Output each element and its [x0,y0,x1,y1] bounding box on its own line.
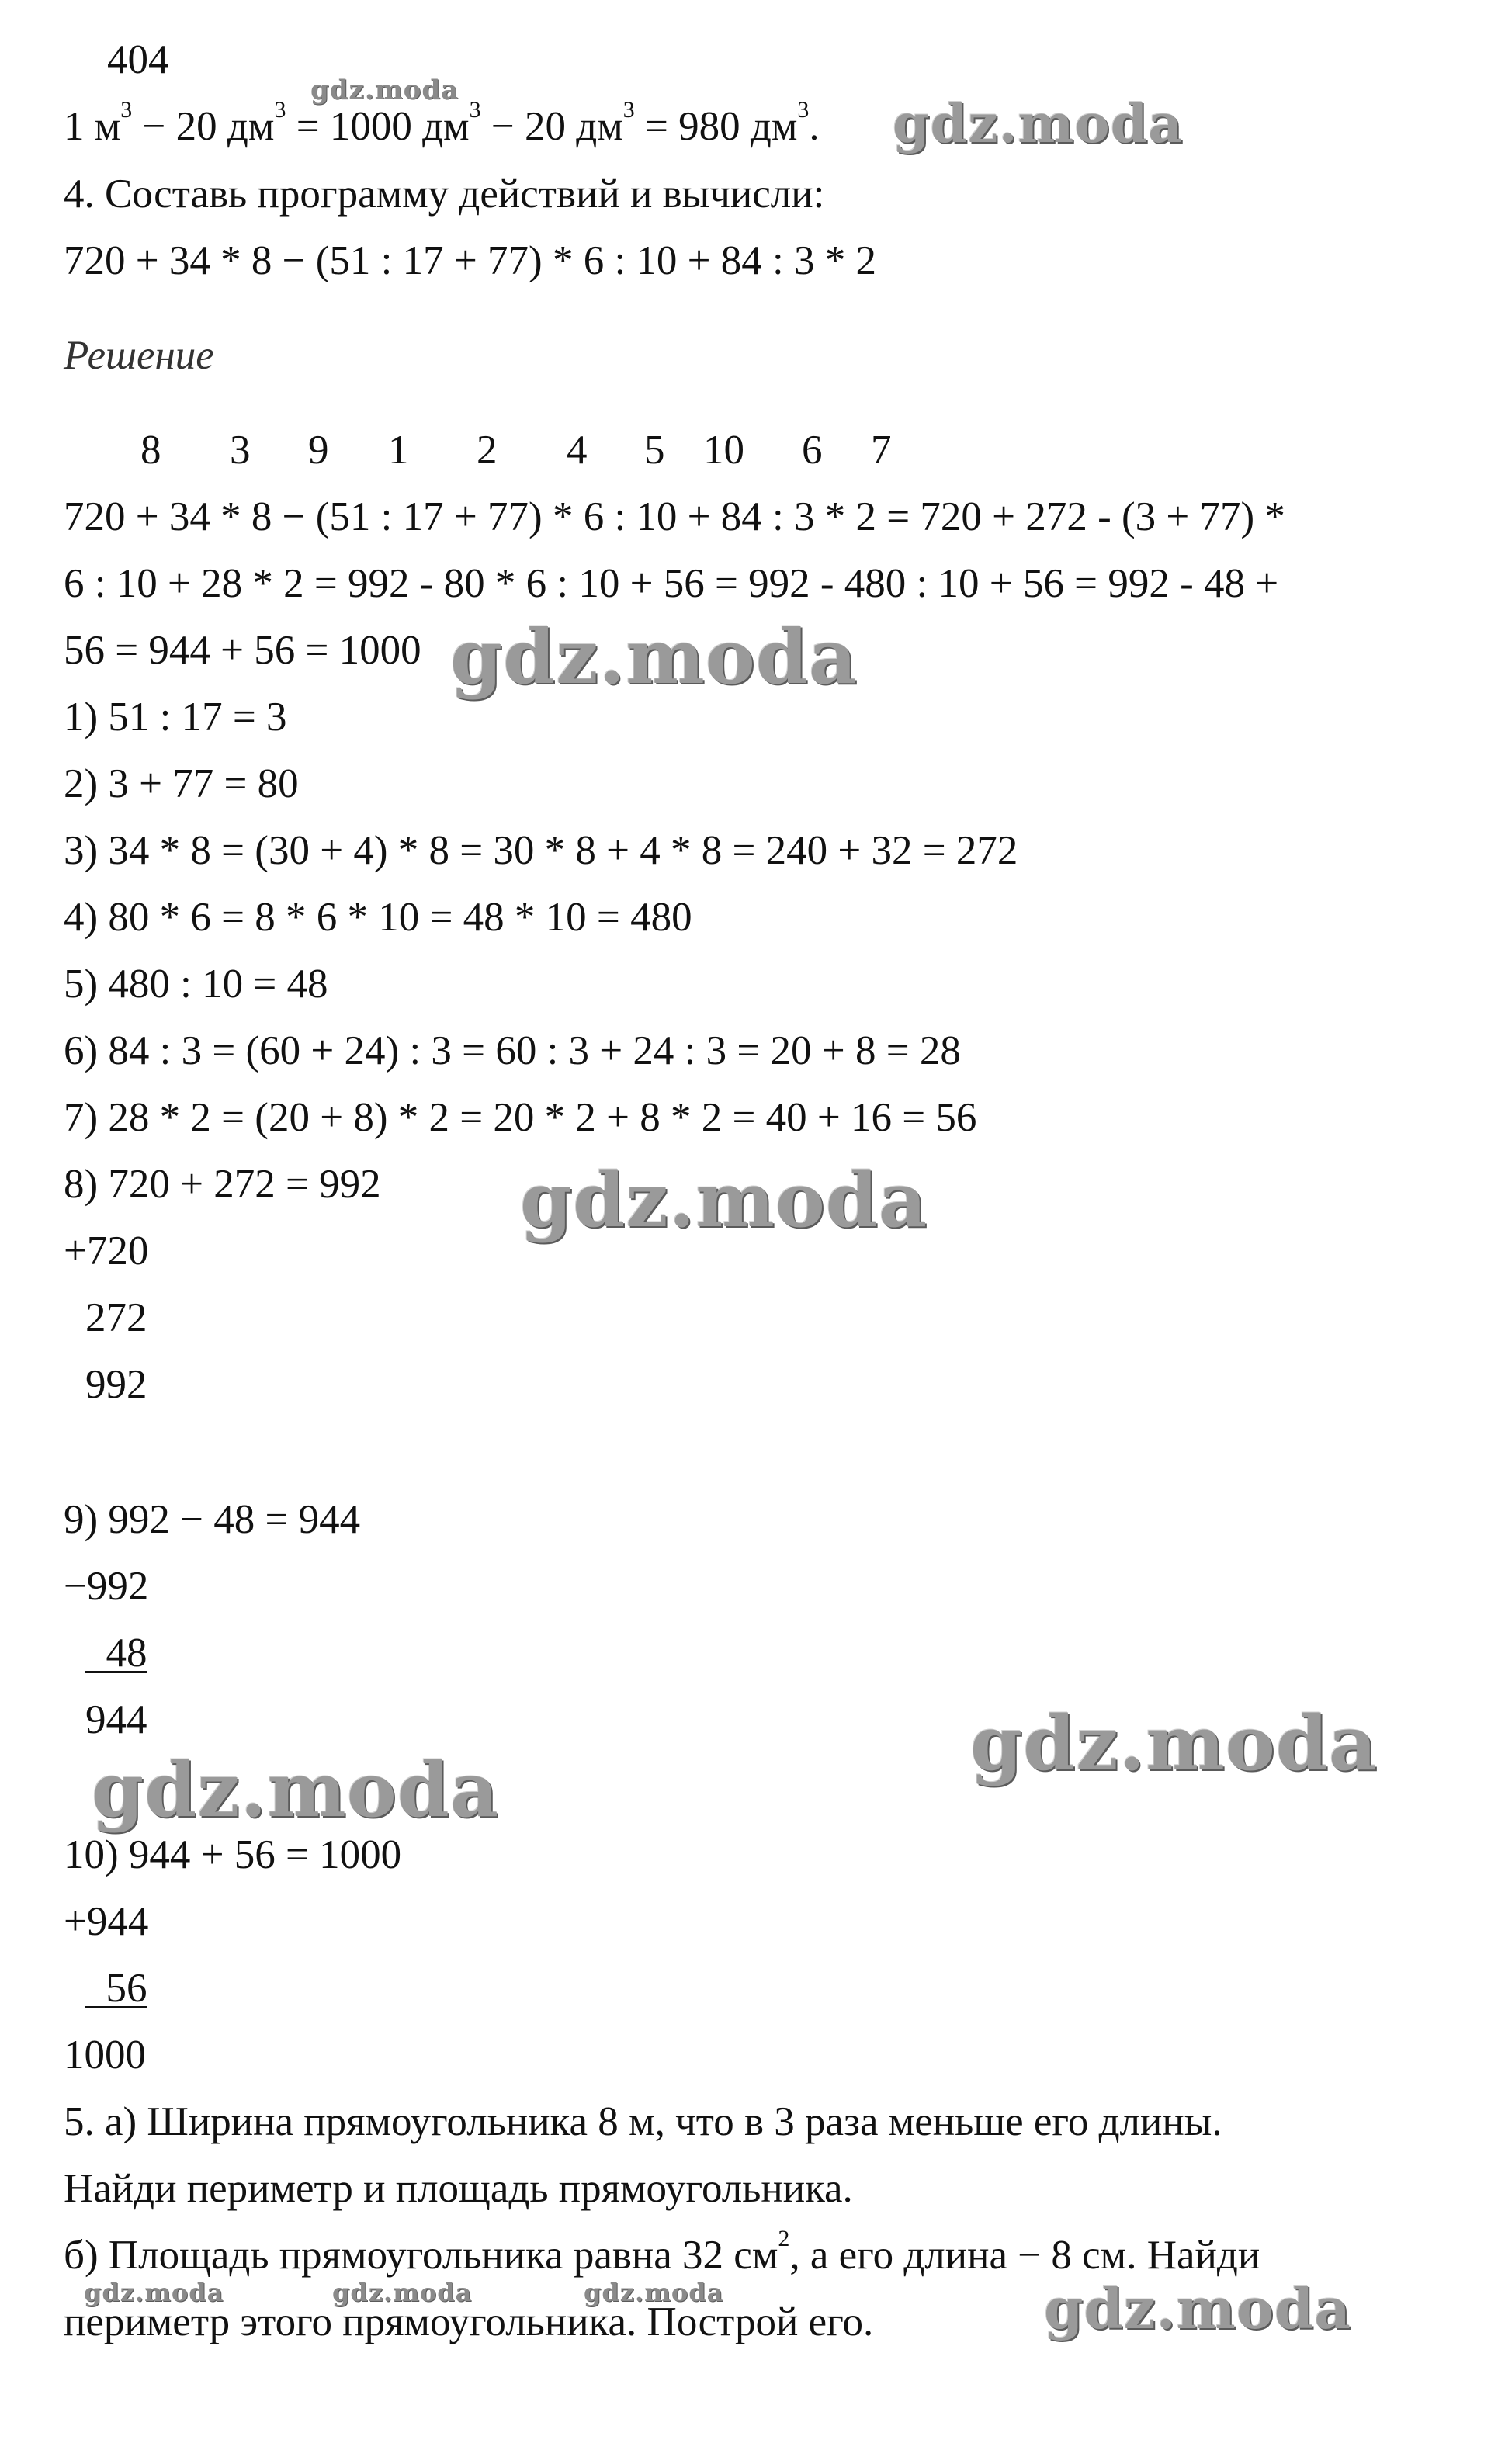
column10-operand-2: 56 [106,1966,147,2011]
column9-result: 944 [85,1697,147,1742]
column8-result: 992 [85,1362,147,1407]
watermark: gdz.moda [310,75,459,106]
order-number: 4 [567,428,588,473]
order-number: 9 [308,428,329,473]
step-2: 2) 3 + 77 = 80 [64,761,299,806]
column9-operand-2: 48 [106,1631,147,1676]
step-5: 5) 480 : 10 = 48 [64,962,328,1007]
order-number: 6 [802,428,823,473]
order-number: 7 [871,428,892,473]
column10-result: 1000 [64,2033,146,2078]
solution-line-1: 720 + 34 * 8 − (51 : 17 + 77) * 6 : 10 + 84 : 3 * 2 = 720 + 272 - (3 + 77) * [64,494,1285,539]
watermark: gdz.moda [520,1156,928,1244]
order-number: 1 [388,428,409,473]
order-number: 8 [140,428,161,473]
column9-operand-1: −992 [64,1564,149,1609]
watermark: gdz.moda [1044,2275,1351,2341]
solution-line-3: 56 = 944 + 56 = 1000 [64,628,421,673]
column10-operand-1: +944 [64,1899,149,1944]
task5-a-line-2: Найди периметр и площадь прямоугольника. [64,2166,853,2211]
watermark: gdz.moda [92,1746,500,1834]
step-9: 9) 992 − 48 = 944 [64,1497,361,1542]
task5-b-line-2: периметр этого прямоугольника. Построй его. [64,2299,874,2344]
order-number: 2 [477,428,498,473]
watermark: gdz.moda [893,93,1184,155]
column8-operand-2: 272 [85,1295,147,1340]
step-4: 4) 80 * 6 = 8 * 6 * 10 = 48 * 10 = 480 [64,895,692,940]
order-number: 5 [644,428,665,473]
task5-a-line-1: 5. а) Ширина прямоугольника 8 м, что в 3 раза меньше его длины. [64,2099,1222,2144]
task5-b-line-1: б) Площадь прямоугольника равна 32 $см^2$, а его длина − 8 см. Найди [64,2226,1260,2278]
order-number: 3 [230,428,251,473]
task4-heading: 4. Составь программу действий и вычисли: [64,172,825,217]
watermark: gdz.moda [332,2278,473,2307]
watermark: gdz.moda [450,613,858,701]
solution-label: Решение [64,333,214,378]
order-number: 10 [703,428,744,473]
task4-expression: 720 + 34 * 8 − (51 : 17 + 77) * 6 : 10 + 84 : 3 * 2 [64,238,877,283]
solution-line-2: 6 : 10 + 28 * 2 = 992 - 80 * 6 : 10 + 56 = 992 - 480 : 10 + 56 = 992 - 48 + [64,561,1279,606]
watermark: gdz.moda [970,1700,1378,1787]
watermark: gdz.moda [84,2278,224,2307]
step-7: 7) 28 * 2 = (20 + 8) * 2 = 20 * 2 + 8 * 2 = 40 + 16 = 56 [64,1095,977,1140]
watermark: gdz.moda [584,2278,724,2307]
step-10: 10) 944 + 56 = 1000 [64,1832,402,1877]
column8-operand-1: +720 [64,1229,149,1274]
step-8: 8) 720 + 272 = 992 [64,1162,381,1207]
step-1: 1) 51 : 17 = 3 [64,695,287,740]
step-6: 6) 84 : 3 = (60 + 24) : 3 = 60 : 3 + 24 : 3 = 20 + 8 = 28 [64,1028,961,1073]
page-number: 404 [107,37,169,82]
unit-conversion-line: 1 $м^3 - 20$ $дм^3 = 1000$ $дм^3 - 20$ $дм^3 = 980$ $дм^3$. [64,97,820,149]
step-3: 3) 34 * 8 = (30 + 4) * 8 = 30 * 8 + 4 * 8 = 240 + 32 = 272 [64,828,1018,873]
